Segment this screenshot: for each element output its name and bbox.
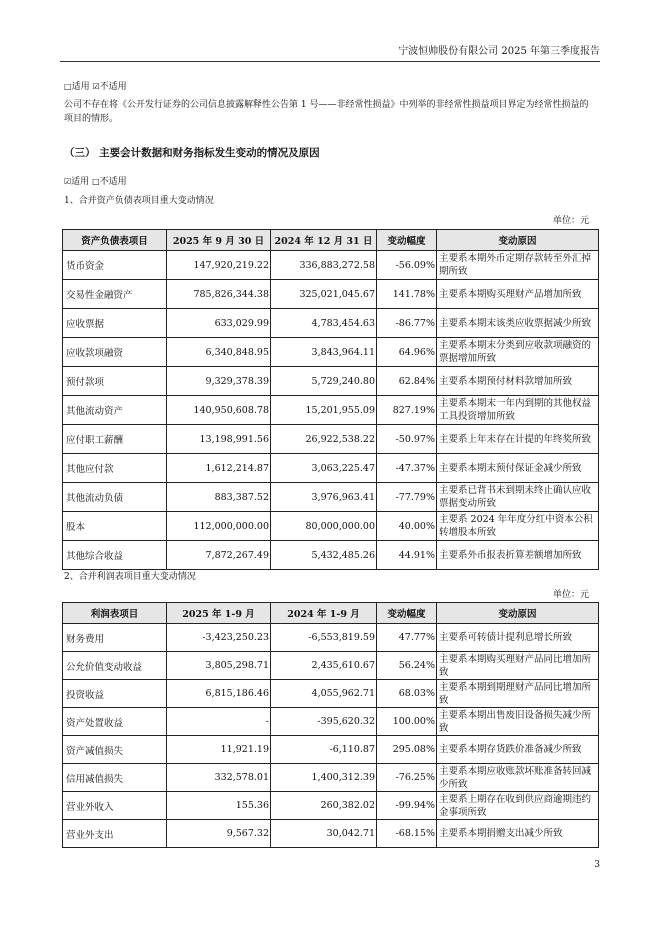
column-header: 2025 年 9 月 30 日 bbox=[167, 230, 271, 251]
applicability-line-1 bbox=[64, 80, 127, 94]
column-header: 2025 年 1-9 月 bbox=[167, 603, 271, 624]
prior-value-cell: -395,620.32 bbox=[271, 708, 377, 736]
current-value-cell: 11,921.19 bbox=[167, 736, 271, 764]
income-subtitle: 2、合并利润表项目重大变动情况 bbox=[64, 572, 196, 582]
checkbox-checked-icon: ☑ bbox=[92, 82, 100, 91]
reason-cell: 主要系上年末存在计提的年终奖所致 bbox=[437, 425, 599, 454]
current-value-cell: -3,423,250.23 bbox=[167, 624, 271, 652]
current-value-cell: 6,340,848.95 bbox=[167, 338, 271, 367]
column-header: 2024 年 12 月 31 日 bbox=[271, 230, 377, 251]
current-value-cell: 13,198,991.56 bbox=[167, 425, 271, 454]
checkbox-checked-icon: ☑ bbox=[64, 177, 72, 186]
reason-cell: 主要系本期末预付保证金减少所致 bbox=[437, 454, 599, 483]
current-value-cell: 9,567.32 bbox=[167, 820, 271, 848]
table-row bbox=[63, 483, 599, 512]
item-cell: 其他应付款 bbox=[63, 454, 167, 483]
not-applicable-label: 不适用 bbox=[99, 177, 127, 187]
change-cell: 64.96% bbox=[377, 338, 437, 367]
prior-value-cell: 260,382.02 bbox=[271, 792, 377, 820]
reason-cell: 主要系本期到期理财产品同比增加所致 bbox=[437, 680, 599, 708]
item-cell: 应收款项融资 bbox=[63, 338, 167, 367]
change-cell: -47.37% bbox=[377, 454, 437, 483]
table-row bbox=[63, 251, 599, 280]
applicable-label: 适用 bbox=[71, 82, 90, 92]
prior-value-cell: 2,435,610.67 bbox=[271, 652, 377, 680]
table-row bbox=[63, 512, 599, 541]
prior-value-cell: 26,922,538.22 bbox=[271, 425, 377, 454]
current-value-cell: 112,000,000.00 bbox=[167, 512, 271, 541]
current-value-cell: 147,920,219.22 bbox=[167, 251, 271, 280]
balance-unit: 单位：元 bbox=[552, 216, 589, 226]
page-header: 宁波恒帅股份有限公司 2025 年第三季度报告 bbox=[60, 42, 600, 62]
change-cell: 295.08% bbox=[377, 736, 437, 764]
current-value-cell: 633,029.99 bbox=[167, 309, 271, 338]
reason-cell: 主要系上期存在收到供应商逾期违约金事项所致 bbox=[437, 792, 599, 820]
applicability-line-2 bbox=[64, 175, 127, 189]
current-value-cell: 7,872,267.49 bbox=[167, 541, 271, 570]
table-row bbox=[63, 454, 599, 483]
balance-subtitle: 1、合并资产负债表项目重大变动情况 bbox=[64, 196, 214, 206]
item-cell: 应收票据 bbox=[63, 309, 167, 338]
balance-sheet-table bbox=[62, 229, 599, 570]
item-cell: 资产减值损失 bbox=[63, 736, 167, 764]
item-cell: 交易性金融资产 bbox=[63, 280, 167, 309]
item-cell: 预付款项 bbox=[63, 367, 167, 396]
table-header-row bbox=[63, 603, 599, 624]
table-row bbox=[63, 764, 599, 792]
prior-value-cell: 325,021,045.67 bbox=[271, 280, 377, 309]
column-header: 2024 年 1-9 月 bbox=[271, 603, 377, 624]
table-row bbox=[63, 792, 599, 820]
change-cell: -56.09% bbox=[377, 251, 437, 280]
item-cell: 其他流动资产 bbox=[63, 396, 167, 425]
item-cell: 股本 bbox=[63, 512, 167, 541]
item-cell: 其他流动负债 bbox=[63, 483, 167, 512]
section-title: （三） 主要会计数据和财务指标发生变动的情况及原因 bbox=[64, 147, 320, 159]
item-cell: 营业外支出 bbox=[63, 820, 167, 848]
non-recurring-statement: 公司不存在将《公开发行证券的公司信息披露解释性公告第 1 号——非经常性损益》中列举的非经常性损益项目界定为经常性损益的项目的情形。 bbox=[64, 100, 589, 124]
table-row bbox=[63, 367, 599, 396]
reason-cell: 主要系本期末该类应收票据减少所致 bbox=[437, 309, 599, 338]
change-cell: 141.78% bbox=[377, 280, 437, 309]
prior-value-cell: 15,201,955.09 bbox=[271, 396, 377, 425]
prior-value-cell: 80,000,000.00 bbox=[271, 512, 377, 541]
change-cell: 40.00% bbox=[377, 512, 437, 541]
table-header-row bbox=[63, 230, 599, 251]
table-row bbox=[63, 624, 599, 652]
column-header: 变动幅度 bbox=[377, 603, 437, 624]
change-cell: 100.00% bbox=[377, 708, 437, 736]
prior-value-cell: 4,783,454.63 bbox=[271, 309, 377, 338]
change-cell: 62.84% bbox=[377, 367, 437, 396]
reason-cell: 主要系可转债计提利息增长所致 bbox=[437, 624, 599, 652]
change-cell: -86.77% bbox=[377, 309, 437, 338]
page-number: 3 bbox=[594, 860, 600, 870]
current-value-cell: 883,387.52 bbox=[167, 483, 271, 512]
current-value-cell: 155.36 bbox=[167, 792, 271, 820]
income-statement-table bbox=[62, 602, 599, 848]
prior-value-cell: 5,729,240.80 bbox=[271, 367, 377, 396]
column-header: 变动幅度 bbox=[377, 230, 437, 251]
prior-value-cell: 3,843,964.11 bbox=[271, 338, 377, 367]
table-row bbox=[63, 820, 599, 848]
table-row bbox=[63, 280, 599, 309]
change-cell: 56.24% bbox=[377, 652, 437, 680]
column-header: 变动原因 bbox=[437, 603, 599, 624]
current-value-cell: 1,612,214.87 bbox=[167, 454, 271, 483]
change-cell: -50.97% bbox=[377, 425, 437, 454]
not-applicable-label: 不适用 bbox=[99, 82, 127, 92]
prior-value-cell: -6,553,819.59 bbox=[271, 624, 377, 652]
table-row bbox=[63, 708, 599, 736]
change-cell: 68.03% bbox=[377, 680, 437, 708]
table-row bbox=[63, 338, 599, 367]
reason-cell: 主要系本期外币定期存款转至外汇掉期所致 bbox=[437, 251, 599, 280]
reason-cell: 主要系本期存货跌价准备减少所致 bbox=[437, 736, 599, 764]
prior-value-cell: 5,432,485.26 bbox=[271, 541, 377, 570]
reason-cell: 主要系外币报表折算差额增加所致 bbox=[437, 541, 599, 570]
current-value-cell: 140,950,608.78 bbox=[167, 396, 271, 425]
column-header: 资产负债表项目 bbox=[63, 230, 167, 251]
change-cell: 47.77% bbox=[377, 624, 437, 652]
item-cell: 公允价值变动收益 bbox=[63, 652, 167, 680]
current-value-cell: - bbox=[167, 708, 271, 736]
current-value-cell: 9,329,378.39 bbox=[167, 367, 271, 396]
change-cell: -76.25% bbox=[377, 764, 437, 792]
table-row bbox=[63, 309, 599, 338]
item-cell: 信用减值损失 bbox=[63, 764, 167, 792]
item-cell: 货币资金 bbox=[63, 251, 167, 280]
reason-cell: 主要系本期预付材料款增加所致 bbox=[437, 367, 599, 396]
column-header: 变动原因 bbox=[437, 230, 599, 251]
table-row bbox=[63, 736, 599, 764]
item-cell: 财务费用 bbox=[63, 624, 167, 652]
income-unit: 单位：元 bbox=[552, 590, 589, 600]
checkbox-unchecked-icon: □ bbox=[64, 82, 72, 91]
reason-cell: 主要系本期应收账款坏账准备转回减少所致 bbox=[437, 764, 599, 792]
reason-cell: 主要系 2024 年年度分红中资本公积转增股本所致 bbox=[437, 512, 599, 541]
prior-value-cell: 30,042.71 bbox=[271, 820, 377, 848]
change-cell: -77.79% bbox=[377, 483, 437, 512]
item-cell: 投资收益 bbox=[63, 680, 167, 708]
item-cell: 其他综合收益 bbox=[63, 541, 167, 570]
current-value-cell: 785,826,344.38 bbox=[167, 280, 271, 309]
reason-cell: 主要系本期捐赠支出减少所致 bbox=[437, 820, 599, 848]
reason-cell: 主要系本期末分类到应收款项融资的票据增加所致 bbox=[437, 338, 599, 367]
reason-cell: 主要系本期购买理财产品增加所致 bbox=[437, 280, 599, 309]
prior-value-cell: -6,110.87 bbox=[271, 736, 377, 764]
change-cell: 827.19% bbox=[377, 396, 437, 425]
reason-cell: 主要系本期末一年内到期的其他权益工具投资增加所致 bbox=[437, 396, 599, 425]
reason-cell: 主要系已背书未到期未终止确认应收票据变动所致 bbox=[437, 483, 599, 512]
applicable-label: 适用 bbox=[71, 177, 90, 187]
current-value-cell: 6,815,186.46 bbox=[167, 680, 271, 708]
item-cell: 营业外收入 bbox=[63, 792, 167, 820]
change-cell: -99.94% bbox=[377, 792, 437, 820]
checkbox-unchecked-icon: □ bbox=[92, 177, 100, 186]
item-cell: 资产处置收益 bbox=[63, 708, 167, 736]
prior-value-cell: 4,055,962.71 bbox=[271, 680, 377, 708]
change-cell: -68.15% bbox=[377, 820, 437, 848]
table-row bbox=[63, 396, 599, 425]
item-cell: 应付职工薪酬 bbox=[63, 425, 167, 454]
prior-value-cell: 3,063,225.47 bbox=[271, 454, 377, 483]
table-row bbox=[63, 652, 599, 680]
current-value-cell: 332,578.01 bbox=[167, 764, 271, 792]
prior-value-cell: 336,883,272.58 bbox=[271, 251, 377, 280]
column-header: 利润表项目 bbox=[63, 603, 167, 624]
table-row bbox=[63, 680, 599, 708]
table-row bbox=[63, 541, 599, 570]
table-row bbox=[63, 425, 599, 454]
reason-cell: 主要系本期购买理财产品同比增加所致 bbox=[437, 652, 599, 680]
prior-value-cell: 3,976,963.41 bbox=[271, 483, 377, 512]
current-value-cell: 3,805,298.71 bbox=[167, 652, 271, 680]
change-cell: 44.91% bbox=[377, 541, 437, 570]
prior-value-cell: 1,400,312.39 bbox=[271, 764, 377, 792]
reason-cell: 主要系本期出售废旧设备损失减少所致 bbox=[437, 708, 599, 736]
